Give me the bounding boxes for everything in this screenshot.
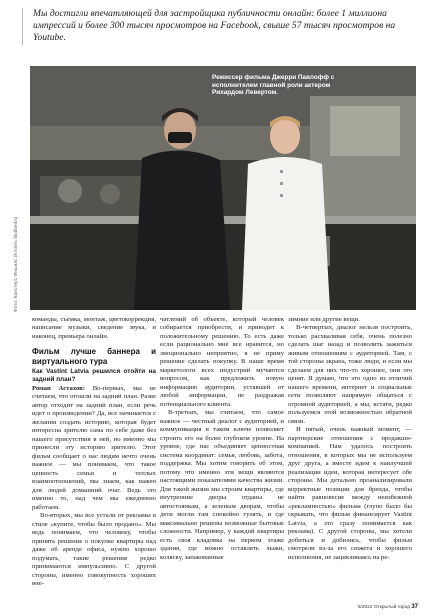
interview-question: Как Vastint Latvia решился отойти на задний план? — [32, 367, 156, 383]
paragraph: Во-вторых, мы все устали от рекламы в стиле «купите, чтобы было продано». Мы ведь понимаем, что человеку, чтобы принять решение о покупке квартиры над даже об аренде офиса, нужно хорошо подумать, такие решения редко принимаются импульсивно. С другой стороны, именно совокупность хороших вне- — [32, 512, 156, 587]
paragraph: чатлений об объекте, который человек собирается приобрести, и приводит к положительному решению. То есть даже если рационально мне все нравится, но эмоционально неприятно, я не приму решение сделать покупку. В наше время маркетологи всех индустрий мучаются вопросом, как предложить новую информацию аудитории, уставшей от любой информации, не раздражая потенциального клиента. — [160, 316, 284, 408]
answer-text: Во-первых, мы не считаем, что отошли на задний план. Разве автор отходит на задний план, если речь идет о произведении? Да, все начинается с желания создать историю, которая будет интересна зрителю сама по себе даже без нашего присутствия в ней, но именно мы принесли эту историю зрителю. Этот фильм сообщает о нас людям нечто очень важное — мы понимаем, что такое ценность семьи и теплых взаимоотношений, мы знаем, как важен для людей домашний очаг. Ведь это именно то, над чем мы ежедневно работаем. — [32, 384, 156, 511]
paragraph: команды, съемка, монтаж, цветокоррекция, написание музыки, сведение звука, и наконец, премьера онлайн. — [32, 316, 156, 340]
page-number: 37 — [411, 604, 418, 610]
paragraph: зимние или другие вещи. — [288, 316, 360, 323]
section-heading: Фильм лучше баннера и виртуального тура — [32, 347, 156, 366]
article-photo — [30, 66, 416, 310]
kitchen-scene-image — [30, 66, 416, 310]
article-column-2 — [160, 316, 284, 562]
paragraph: В-третьих, мы считаем, что самое важное — честный диалог с аудиторией, и коммуникация в таком ключе позволяет строить его на более глубоком уровне. На уровне, где нас объединяет ценностная система координат: семья, любовь, забота, поддержка. Мы хотим говорить об этом, потому что именно эти вещи являются настоящими показателями качества жизни. Для такой жизни мы строим квартиры, где внутренние дворы отданы не автостоянкам, а зеленым дворам, чтобы дети могли там спокойно гулять, и где максимально решены возможные бытовые сложности. Например, у каждой квартиры есть своя кладовка на первом этаже здания, где можно оставлять лыжи, коляску, запакованные — [160, 409, 284, 561]
article-column-1 — [32, 316, 156, 588]
paragraph — [32, 385, 156, 512]
paragraph: И пятый, очень важный момент, — партнерские отношения с продакшн-компанией. Нам удалось построить отношения, в которых мы не используем друг друга, а вместе идем к наилучшей реализации идеи, которая интересует обе стороны. Мы детально проанализировали корректные позиции для бренда, чтобы найти равновесие между неизбежной «рекламностью» фильма (глупо было бы скрывать, что фильм финансирует Vastint Latvia, а это сразу понимается как реклама). С другой стороны, мы хотели добиться и добились, чтобы фильм смотрели из-за его сюжета и хорошего исполнения, не зацикливаясь на ре- — [288, 426, 412, 561]
paragraph: В-четвертых, диалог нельзя построить, только расхваливая себя, очень полезно сделать шаг назад и позволить зажиться живым отношениям с аудиторией. Там, с той стороны экрана, тоже люди, и если мы сделаем для них что-то хорошее, они это ценят. Я думаю, что это одно из отличий нашего времени, интернет и социальные сети позволяют напрямую общаться с огромной аудиторией, а мы, кстати, редко пользуемся этой возможностью обратной связи. — [288, 324, 412, 425]
photo-credit: Фото: Кристерс Фишилс (Krsters Šķibberlis) — [14, 216, 19, 312]
article-column-3 — [288, 316, 412, 562]
issue-label: 6/2022 Открытый город — [357, 605, 410, 610]
page-footer — [358, 604, 418, 610]
speaker-name: Роман Астахов: — [32, 384, 85, 392]
photo-caption: Режиссер фильма Джерри Павлофф с исполнителем главной роли актером Рихардом Левертом. — [212, 74, 335, 97]
pull-quote: Мы достигли впечатляющей для застройщика публичности онлайн: более 1 миллиона импрессий и более 300 тысяч просмотров на Facebook, свыше 57 тысяч просмотров на Youtube. — [22, 8, 425, 45]
